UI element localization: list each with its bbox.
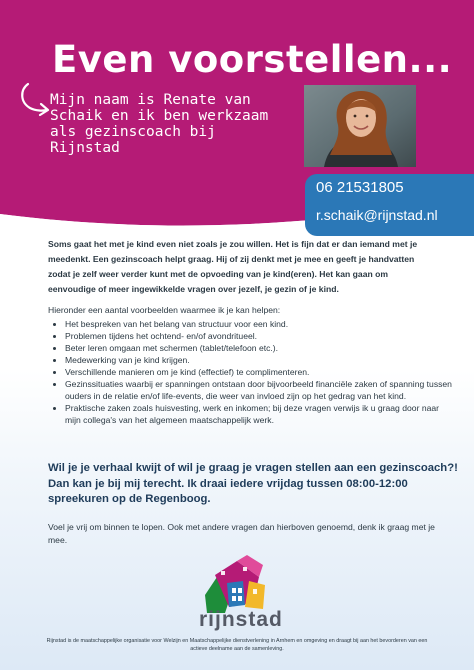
list-item: • Praktische zaken zoals huisvesting, werk en inkomen; bij deze vragen verwijs ik u graag door naar mijn collega's van het algemeen maatschappelijk werk.	[65, 402, 457, 426]
rijnstad-logo-houses	[203, 555, 269, 615]
portrait-illustration	[304, 85, 416, 167]
contact-phone[interactable]: 06 21531805	[316, 179, 404, 196]
lead-paragraph: Soms gaat het met je kind even niet zoals je zou willen. Het is fijn dat er dan iemand met je meedenkt. Een gezinscoach helpt graag. Hij of zij denkt met je mee en geeft je handvatten zodat je zelf weer verder kunt met de opvoeding van je kind(eren). Het kan gaan om eenvoudige of meer ingewikkelde vragen over jezelf, je gezin of je kind.	[48, 239, 418, 294]
closing-paragraph: Voel je vrij om binnen te lopen. Ook met andere vragen dan hierboven genoemd, denk ik graag met je mee.	[48, 522, 435, 545]
list-item: • Gezinssituaties waarbij er spanningen ontstaan door bijvoorbeeld financiële zaken of spanning tussen ouders in de relatie en/of life-events, die weer van invloed zijn op het gedrag van het kind.	[65, 378, 457, 402]
call-to-action: Wil je je verhaal kwijt of wil je graag je vragen stellen aan een gezinscoach?! Dan kan je bij mij terecht. Ik draai iedere vrijdag tussen 08:00-12:00 spreekuren op de Regenboog.	[48, 462, 458, 505]
intro-text: Mijn naam is Renate van Schaik en ik ben werkzaam als gezinscoach bij Rijnstad	[50, 92, 269, 156]
contact-box	[305, 174, 474, 236]
examples-list	[50, 318, 457, 426]
contact-email[interactable]: r.schaik@rijnstad.nl	[316, 207, 438, 223]
footer-text: Rijnstad is de maatschappelijke organisatie voor Welzijn en Maatschappelijke dienstverlening in Arnhem en omgeving en draagt bij aan het bevorderen van een actieve deelname aan de samenleving.	[46, 638, 428, 652]
page-title: Even voorstellen...	[52, 38, 453, 81]
list-item: • Medewerking van je kind krijgen.	[65, 354, 457, 366]
list-item: • Verschillende manieren om je kind (effectief) te complimenteren.	[65, 366, 457, 378]
list-item: • Beter leren omgaan met schermen (tablet/telefoon etc.).	[65, 342, 457, 354]
list-item: • Problemen tijdens het ochtend- en/of avondritueel.	[65, 330, 457, 342]
logo-text: rijnstad	[199, 608, 283, 631]
examples-intro: Hieronder een aantal voorbeelden waarmee ik je kan helpen:	[48, 305, 281, 315]
portrait-photo	[304, 85, 416, 167]
list-item: • Het bespreken van het belang van structuur voor een kind.	[65, 318, 457, 330]
